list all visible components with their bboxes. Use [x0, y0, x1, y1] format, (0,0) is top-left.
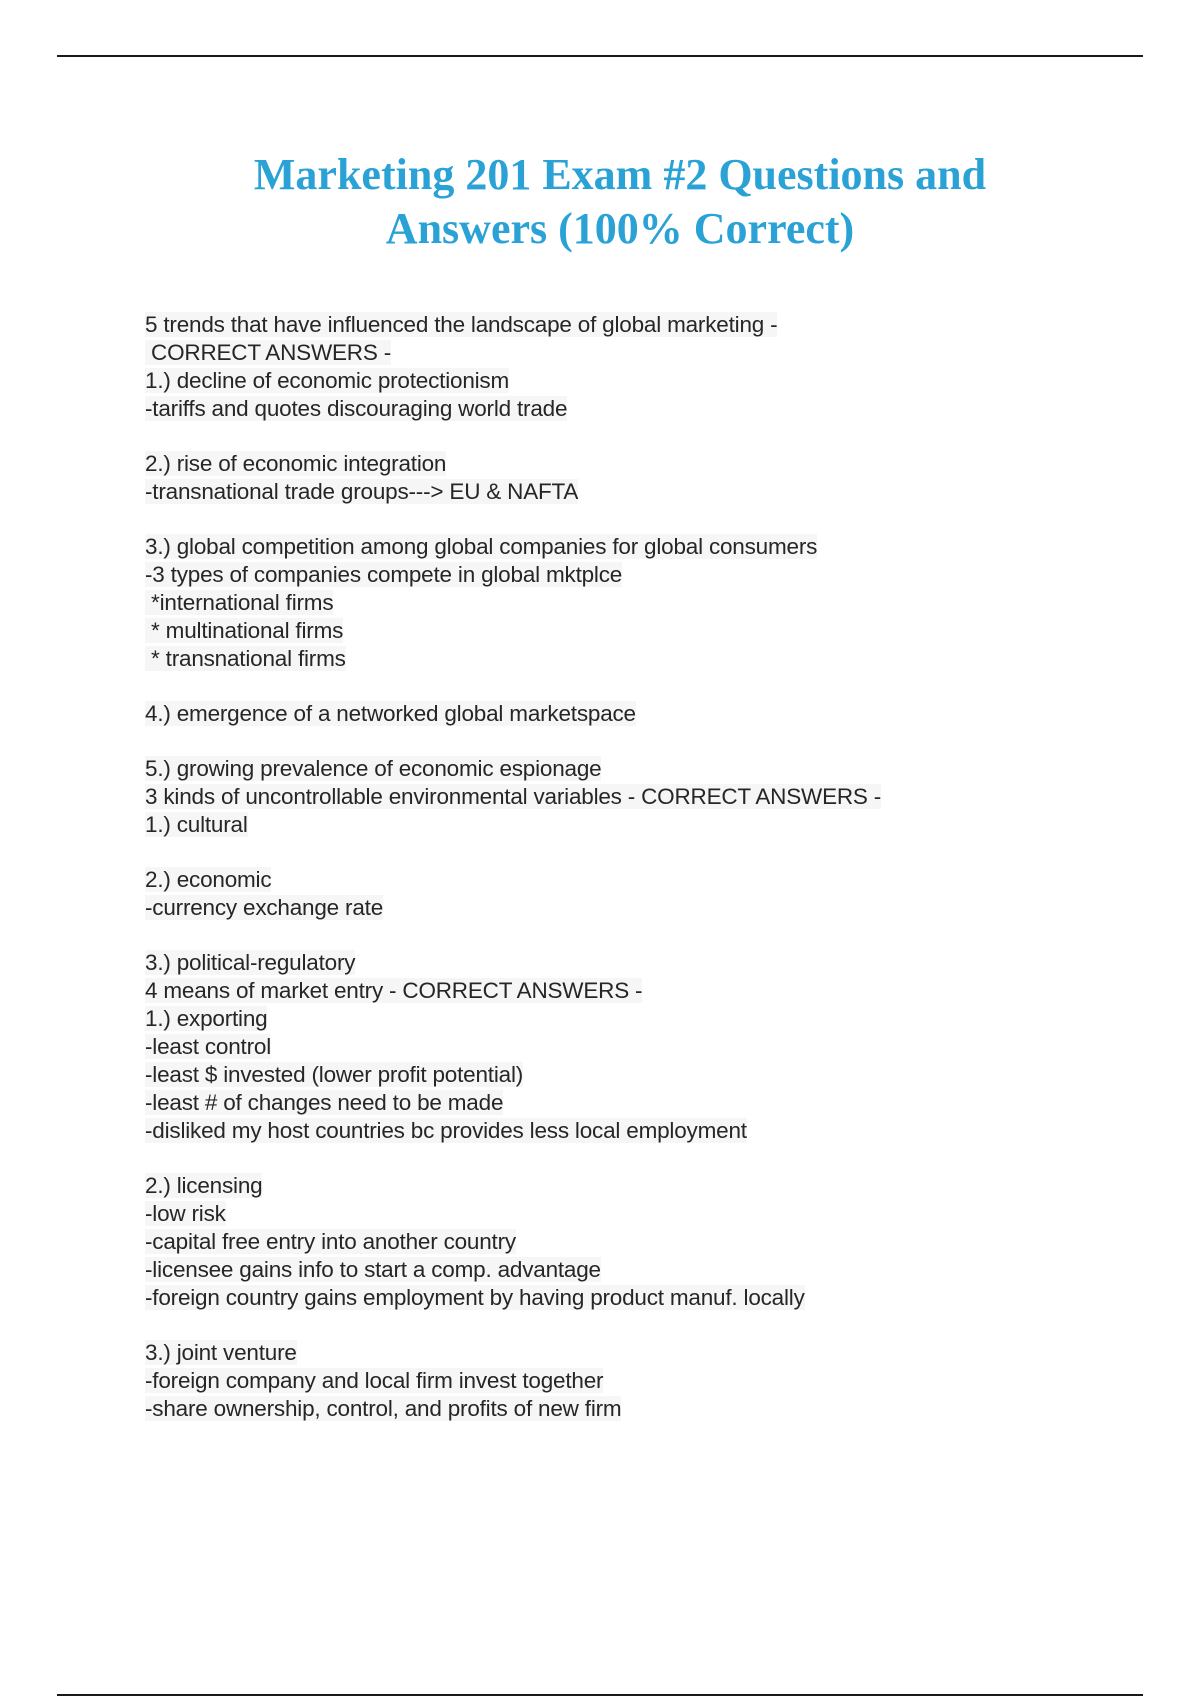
- title-line-2: Answers (100% Correct): [385, 204, 855, 253]
- document-body: [145, 311, 1105, 1423]
- text-line: 2.) rise of economic integration: [145, 451, 447, 476]
- text-line: -3 types of companies compete in global mktplce: [145, 562, 623, 587]
- paragraph-gap: [145, 922, 1105, 949]
- text-line: 2.) economic: [145, 867, 272, 892]
- text-line: -licensee gains info to start a comp. advantage: [145, 1257, 601, 1282]
- text-line: CORRECT ANSWERS -: [145, 340, 392, 365]
- text-line: -foreign country gains employment by having product manuf. locally: [145, 1285, 805, 1310]
- text-line: 4.) emergence of a networked global marketspace: [145, 701, 636, 726]
- text-line: -foreign company and local firm invest together: [145, 1368, 604, 1393]
- title-line-1: Marketing 201 Exam #2 Questions and: [253, 150, 987, 199]
- document-title: [0, 148, 1200, 256]
- text-line: 2.) licensing: [145, 1173, 263, 1198]
- text-line: -least control: [145, 1034, 272, 1059]
- header-rule: [57, 55, 1143, 57]
- text-line: 3.) global competition among global companies for global consumers: [145, 534, 818, 559]
- paragraph-gap: [145, 1312, 1105, 1339]
- text-line: -least $ invested (lower profit potential): [145, 1062, 524, 1087]
- text-line: 5.) growing prevalence of economic espionage: [145, 756, 602, 781]
- text-line: 4 means of market entry - CORRECT ANSWERS -: [145, 978, 643, 1003]
- text-line: -disliked my host countries bc provides less local employment: [145, 1118, 747, 1143]
- paragraph-gap: [145, 506, 1105, 533]
- text-line: 1.) cultural: [145, 812, 248, 837]
- text-line: *international firms: [145, 590, 334, 615]
- text-line: -transnational trade groups---> EU & NAFTA: [145, 479, 579, 504]
- text-line: 1.) decline of economic protectionism: [145, 368, 510, 393]
- text-line: -capital free entry into another country: [145, 1229, 516, 1254]
- paragraph-gap: [145, 673, 1105, 700]
- text-line: 3.) joint venture: [145, 1340, 297, 1365]
- paragraph-gap: [145, 1145, 1105, 1172]
- text-line: 3.) political-regulatory: [145, 950, 356, 975]
- text-line: 5 trends that have influenced the landscape of global marketing -: [145, 312, 778, 337]
- text-line: -currency exchange rate: [145, 895, 384, 920]
- text-line: -share ownership, control, and profits of new firm: [145, 1396, 622, 1421]
- text-line: * transnational firms: [145, 646, 346, 671]
- paragraph-gap: [145, 839, 1105, 866]
- text-line: * multinational firms: [145, 618, 344, 643]
- footer-rule: [57, 1694, 1143, 1696]
- text-line: -tariffs and quotes discouraging world trade: [145, 396, 568, 421]
- text-line: 1.) exporting: [145, 1006, 268, 1031]
- text-line: -least # of changes need to be made: [145, 1090, 504, 1115]
- text-line: -low risk: [145, 1201, 226, 1226]
- paragraph-gap: [145, 423, 1105, 450]
- paragraph-gap: [145, 728, 1105, 755]
- text-line: 3 kinds of uncontrollable environmental variables - CORRECT ANSWERS -: [145, 784, 882, 809]
